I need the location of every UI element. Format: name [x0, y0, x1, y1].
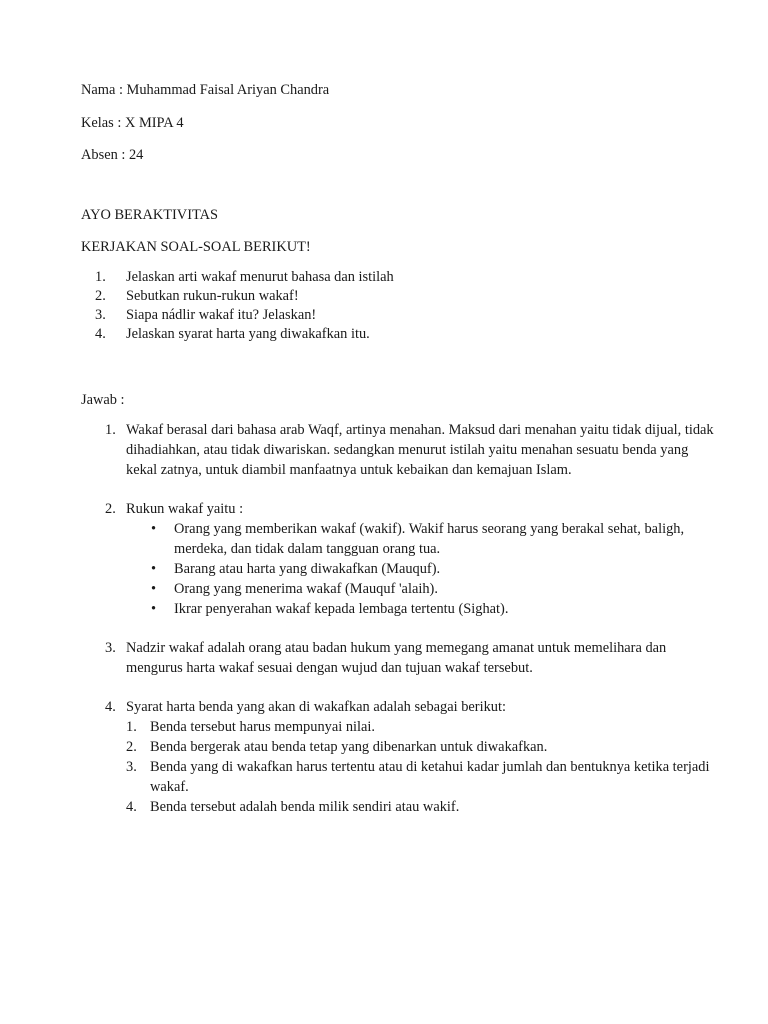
question-number: 2. — [95, 288, 106, 304]
answers-label: Jawab : — [81, 392, 125, 408]
answer-intro: Syarat harta benda yang akan di wakafkan adalah sebagai berikut: — [126, 699, 506, 715]
answer-3 — [81, 638, 721, 678]
answer-1 — [81, 420, 721, 480]
syarat-number: 4. — [126, 799, 137, 815]
syarat-number: 2. — [126, 739, 137, 755]
question-text: Sebutkan rukun-rukun wakaf! — [126, 288, 299, 304]
answer-intro: Rukun wakaf yaitu : — [126, 501, 244, 517]
answer-number: 4. — [105, 699, 116, 715]
student-name: Nama : Muhammad Faisal Ariyan Chandra — [81, 82, 330, 98]
answer-number: 3. — [105, 640, 116, 656]
syarat-text: Benda tersebut adalah benda milik sendiri atau wakif. — [150, 799, 460, 815]
question-text: Jelaskan syarat harta yang diwakafkan itu. — [126, 326, 370, 342]
syarat-item — [126, 737, 721, 757]
answer-text: Wakaf berasal dari bahasa arab Waqf, artinya menahan. Maksud dari menahan yaitu tidak dijual, tidak dihadiahkan, atau tidak diwariskan. sedangkan menurut istilah yaitu menahan sesuatu benda yang kekal zatnya, untuk diambil manfaatnya untuk kebaikan dan kemajuan Islam. — [126, 422, 714, 478]
syarat-text: Benda tersebut harus mempunyai nilai. — [150, 719, 375, 735]
bullet-icon: • — [151, 521, 157, 537]
question-list — [81, 268, 394, 344]
answer-section — [81, 420, 721, 817]
rukun-list — [126, 519, 721, 619]
bullet-icon: • — [151, 601, 157, 617]
question-number: 1. — [95, 269, 106, 285]
rukun-item — [126, 579, 721, 599]
answer-2 — [81, 499, 721, 619]
rukun-item — [126, 599, 721, 619]
rukun-item — [126, 519, 721, 559]
question-number: 3. — [95, 307, 106, 323]
bullet-icon: • — [151, 581, 157, 597]
question-text: Siapa nádlir wakaf itu? Jelaskan! — [126, 307, 317, 323]
student-class: Kelas : X MIPA 4 — [81, 115, 184, 131]
question-item — [81, 268, 394, 287]
syarat-number: 3. — [126, 759, 137, 775]
syarat-item — [126, 717, 721, 737]
activity-instruction: KERJAKAN SOAL-SOAL BERIKUT! — [81, 239, 311, 255]
rukun-text: Barang atau harta yang diwakafkan (Mauquf). — [174, 561, 441, 577]
syarat-list — [126, 717, 721, 817]
rukun-text: Orang yang memberikan wakaf (wakif). Wakif harus seorang yang berakal sehat, baligh, merdeka, dan tidak dalam tangguan orang tua. — [174, 521, 685, 557]
rukun-text: Orang yang menerima wakaf (Mauquf 'alaih). — [174, 581, 438, 597]
answer-number: 2. — [105, 501, 116, 517]
rukun-item — [126, 559, 721, 579]
syarat-number: 1. — [126, 719, 137, 735]
question-item — [81, 287, 394, 306]
activity-title: AYO BERAKTIVITAS — [81, 207, 219, 223]
syarat-item — [126, 797, 721, 817]
question-item — [81, 325, 394, 344]
answer-number: 1. — [105, 422, 116, 438]
bullet-icon: • — [151, 561, 157, 577]
answer-text: Nadzir wakaf adalah orang atau badan hukum yang memegang amanat untuk memelihara dan mengurus harta wakaf sesuai dengan wujud dan tujuan wakaf tersebut. — [126, 640, 667, 676]
question-text: Jelaskan arti wakaf menurut bahasa dan istilah — [126, 269, 394, 285]
answer-4 — [81, 697, 721, 817]
question-number: 4. — [95, 326, 106, 342]
syarat-item — [126, 757, 721, 797]
syarat-text: Benda bergerak atau benda tetap yang dibenarkan untuk diwakafkan. — [150, 739, 548, 755]
question-item — [81, 306, 394, 325]
syarat-text: Benda yang di wakafkan harus tertentu atau di ketahui kadar jumlah dan bentuknya ketika terjadi wakaf. — [150, 759, 710, 795]
student-number: Absen : 24 — [81, 147, 144, 163]
rukun-text: Ikrar penyerahan wakaf kepada lembaga tertentu (Sighat). — [174, 601, 509, 617]
